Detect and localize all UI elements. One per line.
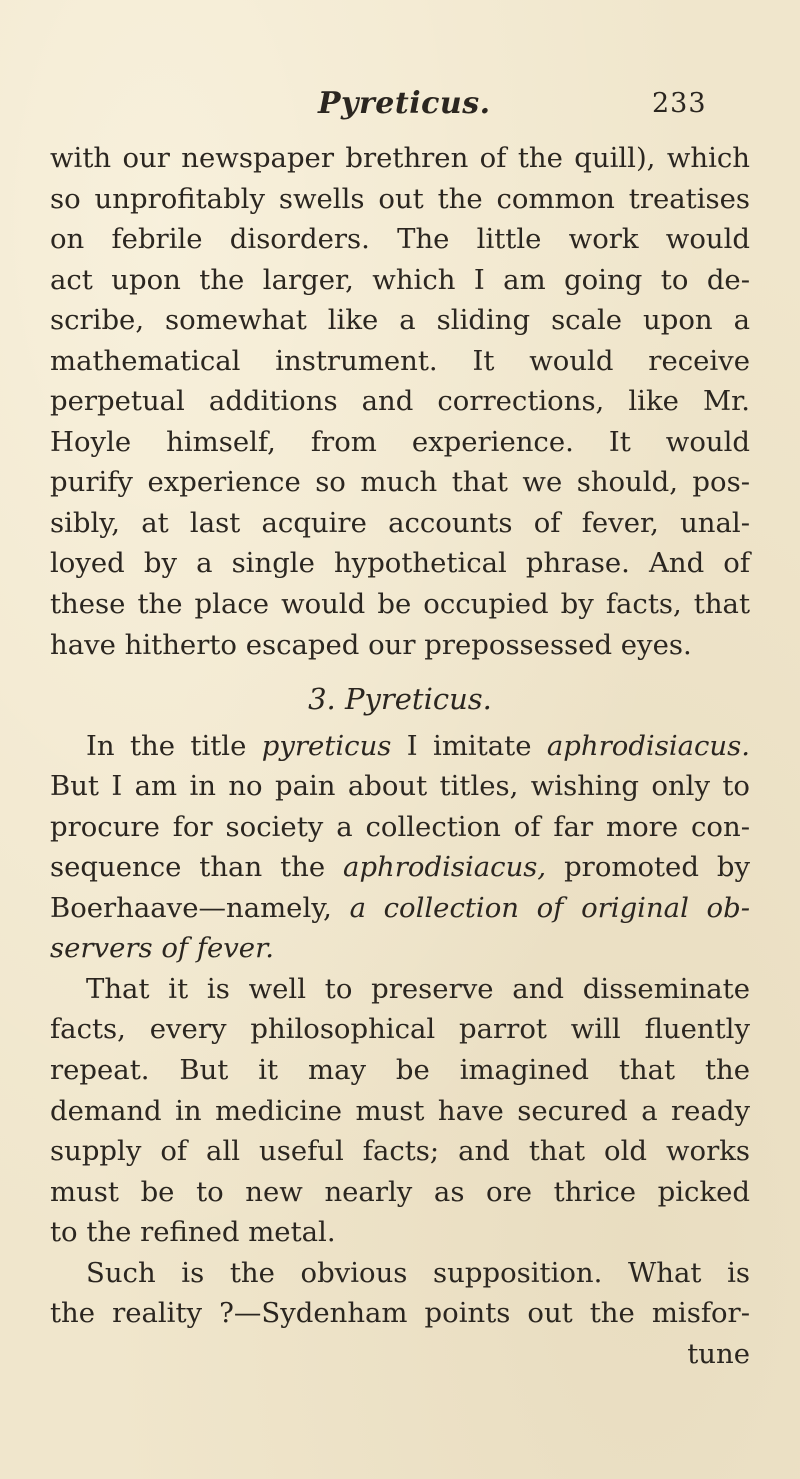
paragraph-4 [50, 1253, 750, 1375]
text-line [50, 888, 750, 929]
text-line: That it is well to preserve and disseminate [86, 972, 750, 1005]
page-header [0, 86, 800, 126]
text-line: with our newspaper brethren of the quill), which [50, 142, 750, 174]
text-line: have hitherto escaped our prepossessed eyes. [50, 628, 692, 661]
text-line: to the refined metal. [50, 1216, 336, 1249]
text-line: loyed by a single hypothetical phrase. And of [50, 547, 750, 580]
text-line: Such is the obvious supposition. What is [86, 1256, 750, 1289]
text-segment: promoted by [546, 851, 750, 884]
text-line: procure for society a collection of far more con- [50, 810, 750, 843]
paragraph-1 [50, 138, 750, 665]
text-line [50, 726, 750, 767]
italic-term: aphrodisiacus, [343, 851, 547, 884]
text-line: sibly, at last acquire accounts of fever, unal- [50, 506, 750, 539]
text-line: must be to new nearly as ore thrice picked [50, 1175, 750, 1208]
text-line: supply of all useful facts; and that old works [50, 1135, 750, 1168]
italic-term: pyreticus [261, 729, 392, 762]
page-number: 233 [652, 88, 707, 119]
text-line: the reality ?—Sydenham points out the misfor- [50, 1297, 750, 1330]
text-segment: sequence than the [50, 851, 344, 884]
text-segment: Boerhaave—namely, [50, 891, 350, 924]
paragraph-2 [50, 726, 750, 969]
text-line: mathematical instrument. It would receive [50, 344, 750, 377]
text-line: Hoyle himself, from experience. It would [50, 425, 750, 458]
catchword: tune [687, 1337, 750, 1370]
text-segment: I imitate [391, 729, 547, 762]
body-text [50, 138, 750, 1374]
paragraph-3 [50, 969, 750, 1253]
text-line: scribe, somewhat like a sliding scale upon a [50, 304, 750, 337]
text-line: repeat. But it may be imagined that the [50, 1054, 750, 1087]
text-line: on febrile disorders. The little work would [50, 223, 750, 256]
running-title: Pyreticus. [318, 86, 491, 121]
text-line: so unprofitably swells out the common treatises [50, 182, 750, 215]
section-heading: 3. Pyreticus. [308, 682, 492, 717]
text-line: servers of fever. [50, 932, 274, 965]
italic-term: a collection of original ob- [349, 891, 750, 924]
text-line: perpetual additions and corrections, like Mr. [50, 385, 750, 418]
text-line: But I am in no pain about titles, wishing only to [50, 770, 750, 803]
text-line: facts, every philosophical parrot will fluently [50, 1013, 750, 1046]
text-line: act upon the larger, which I am going to de- [50, 263, 750, 296]
italic-term: aphrodisiacus. [546, 729, 750, 762]
text-line [50, 847, 750, 888]
text-line: purify experience so much that we should, pos- [50, 466, 750, 499]
text-line: demand in medicine must have secured a ready [50, 1094, 750, 1127]
text-line: these the place would be occupied by facts, that [50, 588, 750, 621]
text-segment: In the title [86, 729, 262, 762]
